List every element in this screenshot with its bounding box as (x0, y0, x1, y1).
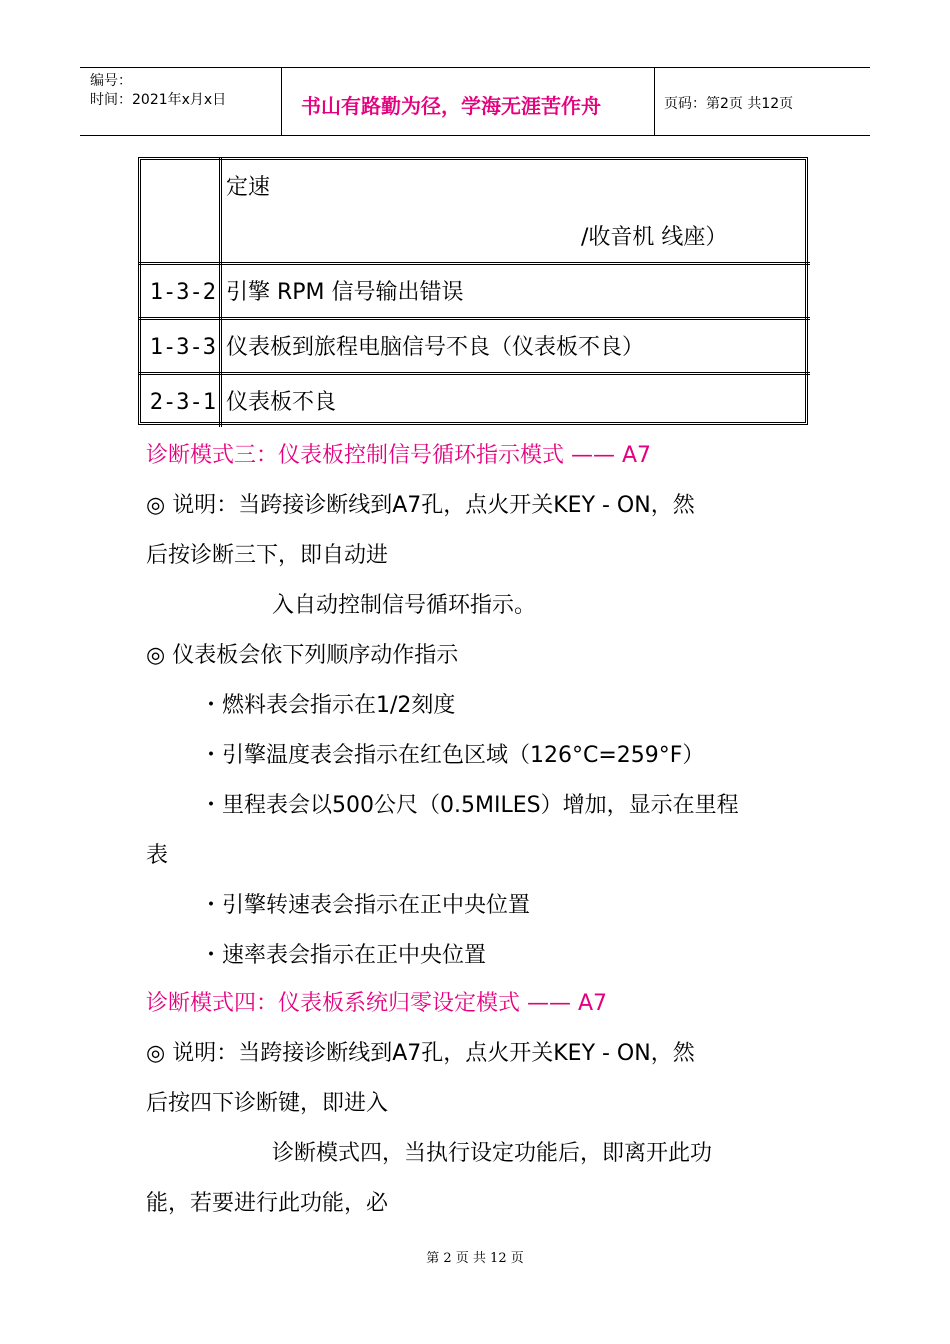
list-item: ・速率表会指示在正中央位置 (200, 943, 487, 968)
table-cell-text: 定速 (226, 175, 271, 200)
header-time-label: 时间：2021年x月x日 (90, 92, 227, 108)
section-heading: 诊断模式三：仪表板控制信号循环指示模式 —— A7 (146, 443, 652, 468)
header-page-info: 页码：第2页 共12页 (664, 96, 794, 112)
paragraph-line: 诊断模式四，当执行设定功能后，即离开此功 (272, 1141, 713, 1166)
header-bottom-rule (80, 135, 870, 136)
list-item-continuation: 表 (146, 843, 169, 868)
list-item: ・引擎转速表会指示在正中央位置 (200, 893, 531, 918)
table-row-divider (138, 262, 810, 265)
paragraph-line: 能，若要进行此功能，必 (146, 1191, 389, 1216)
paragraph-line: ◎ 说明：当跨接诊断线到A7孔，点火开关KEY - ON，然 (146, 493, 695, 518)
paragraph-line: 后按诊断三下，即自动进 (146, 543, 389, 568)
header-top-rule (80, 67, 870, 68)
table-cell-text: 引擎 RPM 信号输出错误 (226, 280, 464, 305)
list-item: ・里程表会以500公尺（0.5MILES）增加，显示在里程 (200, 793, 739, 818)
paragraph-line: 后按四下诊断键，即进入 (146, 1091, 389, 1116)
list-item: ・燃料表会指示在1/2刻度 (200, 693, 456, 718)
header-divider-left (281, 67, 282, 135)
header-number-label: 编号： (90, 73, 132, 89)
paragraph-line: ◎ 说明：当跨接诊断线到A7孔，点火开关KEY - ON，然 (146, 1041, 695, 1066)
table-cell-text: 仪表板到旅程电脑信号不良（仪表板不良） (226, 335, 645, 360)
table-cell-text: 仪表板不良 (226, 390, 337, 415)
page-footer: 第 2 页 共 12 页 (426, 1251, 524, 1266)
list-intro: ◎ 仪表板会依下列顺序动作指示 (146, 643, 459, 668)
header-divider-right (654, 67, 655, 135)
list-item: ・引擎温度表会指示在红色区域（126°C=259°F） (200, 743, 705, 768)
table-row-divider (138, 317, 810, 320)
table-cell-code: 1-3-2 (149, 280, 216, 305)
table-row-divider (138, 372, 810, 375)
paragraph-line: 入自动控制信号循环指示。 (272, 593, 537, 618)
table-column-divider (219, 157, 222, 427)
header-motto: 书山有路勤为径，学海无涯苦作舟 (301, 94, 601, 118)
table-cell-text: /收音机 线座） (581, 225, 728, 250)
table-cell-code: 1-3-3 (149, 335, 216, 360)
section-heading: 诊断模式四：仪表板系统归零设定模式 —— A7 (146, 991, 608, 1016)
table-cell-code: 2-3-1 (149, 390, 216, 415)
